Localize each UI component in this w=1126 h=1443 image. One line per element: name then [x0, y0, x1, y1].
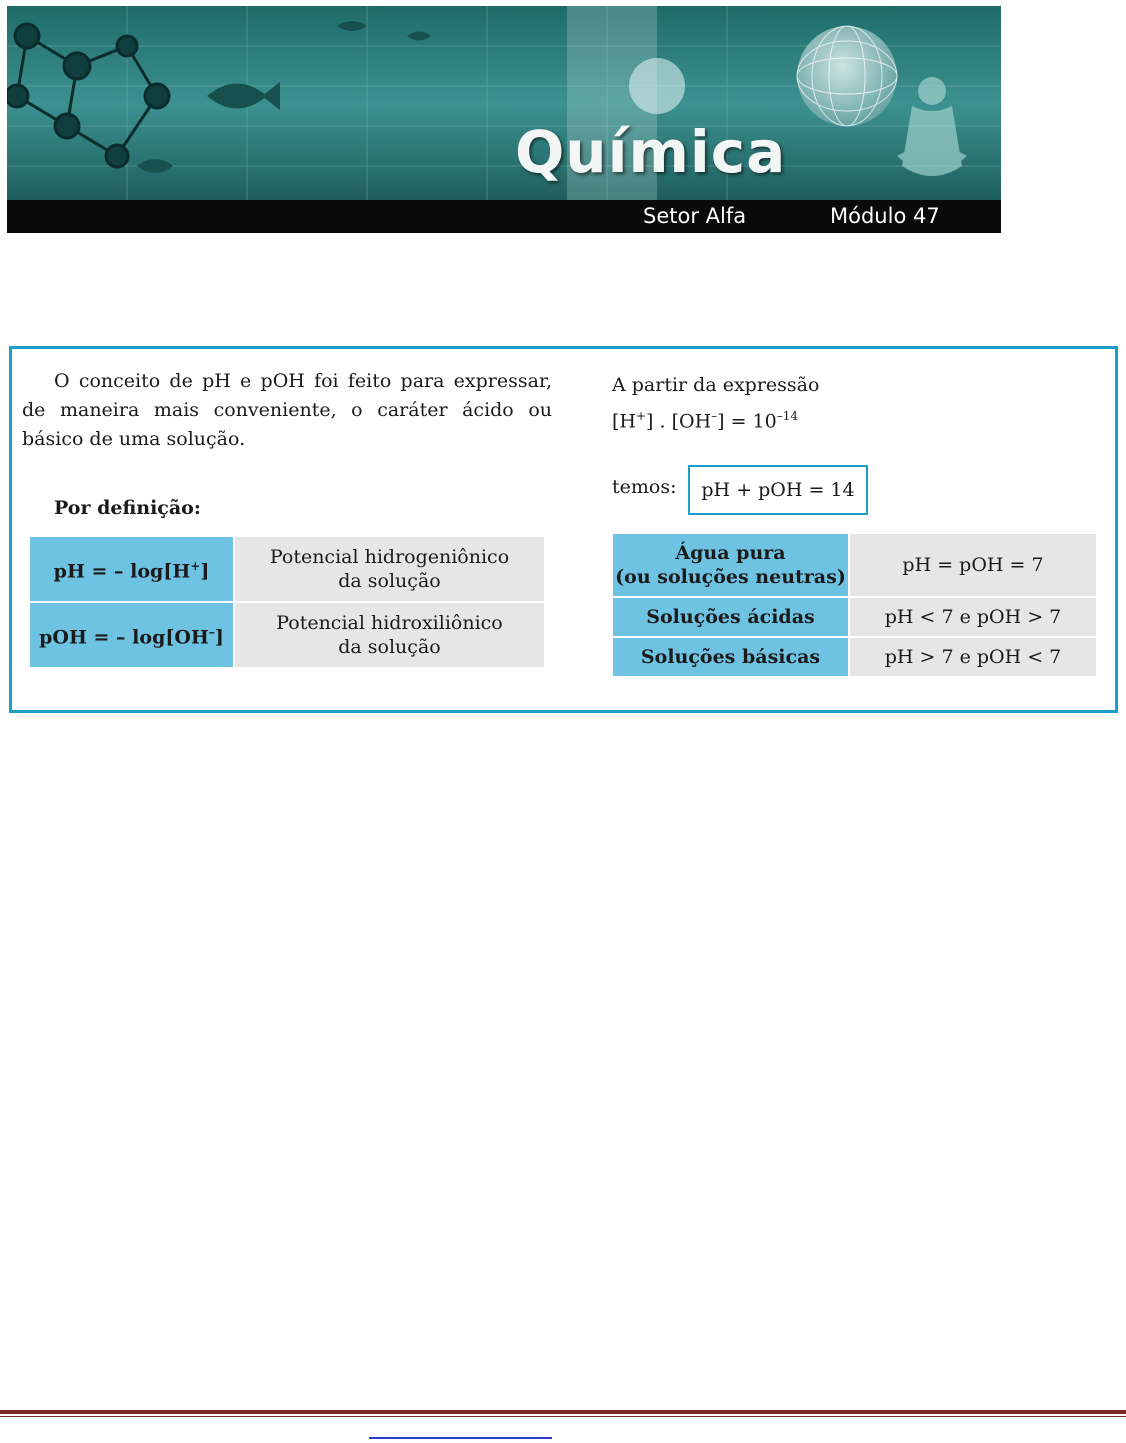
definition-table: [30, 537, 544, 669]
ph-formula: pH = – log[H+]: [30, 537, 234, 602]
solution-type: Soluções ácidas: [613, 597, 849, 637]
banner-title: Química: [515, 118, 787, 186]
solution-condition: pH > 7 e pOH < 7: [849, 637, 1096, 677]
poh-description: Potencial hidroxiliônico da solução: [234, 602, 544, 668]
solution-condition: pH < 7 e pOH > 7: [849, 597, 1096, 637]
banner-sector: Setor Alfa: [643, 204, 747, 228]
content-box: [9, 346, 1118, 713]
intro-paragraph: O conceito de pH e pOH foi feito para expressar, de maneira mais conveniente, o caráter ácido ou básico de uma solução.: [22, 370, 552, 450]
banner-illustration: [7, 6, 1001, 200]
header-banner: [7, 6, 1001, 233]
table-row: [30, 602, 544, 668]
solution-type: Água pura (ou soluções neutras): [613, 534, 849, 597]
solution-type: Soluções básicas: [613, 637, 849, 677]
key-relation-box: [688, 465, 868, 515]
poh-formula: pOH = – log[OH–]: [30, 602, 234, 668]
ionic-product-formula: [H+] . $[OH^-] = 10^{-14}$: [612, 409, 799, 433]
table-row: [613, 637, 1096, 677]
footer-rule: [0, 1410, 1126, 1414]
footer-link[interactable]: [369, 1437, 552, 1439]
table-row: [613, 597, 1096, 637]
temos-label: temos:: [612, 476, 677, 498]
solutions-table: [613, 534, 1096, 678]
ph-description: Potencial hidrogeniônico da solução: [234, 537, 544, 602]
banner-module: Módulo 47: [830, 204, 940, 228]
definition-heading: Por definição:: [54, 497, 201, 519]
table-row: [613, 534, 1096, 597]
table-row: [30, 537, 544, 602]
expression-intro: A partir da expressão: [612, 374, 820, 396]
solution-condition: pH = pOH = 7: [849, 534, 1096, 597]
key-relation: pH + pOH = 14: [701, 479, 855, 501]
footer-rule-thin: [0, 1416, 1126, 1417]
